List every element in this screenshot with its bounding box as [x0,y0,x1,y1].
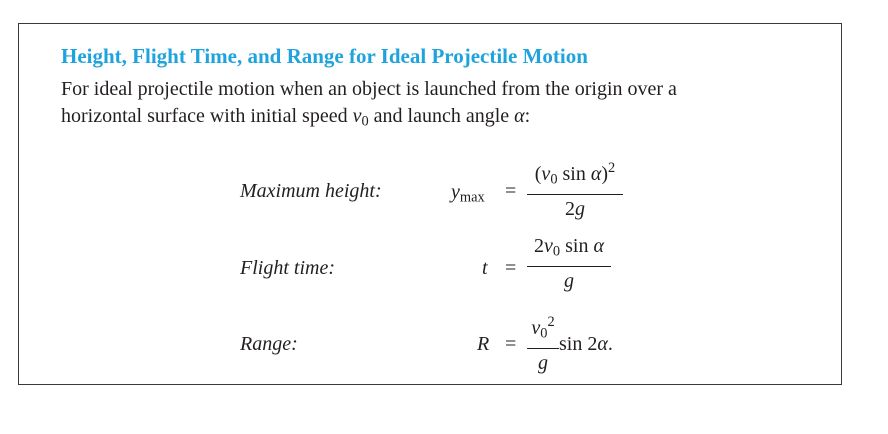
fraction-bar [527,266,611,267]
definition-box [18,23,842,385]
symbol-alpha: α [514,105,525,127]
sin-2-text: sin 2 [559,333,598,355]
var-alpha: α [590,162,602,185]
den-2: 2 [565,197,575,220]
equals-sign: = [505,333,517,355]
denominator [527,351,559,375]
symbol-v: v [352,105,362,127]
sub-0: 0 [550,171,558,188]
var-alpha: α [593,235,604,257]
exponent-2: 2 [608,160,616,176]
sin-text: sin [557,162,591,185]
sin-text: sin [560,235,594,257]
numerator [527,234,611,264]
numerator [527,310,559,346]
var-t: t [482,257,488,279]
sub-max: max [459,189,485,206]
var-v: v [541,162,551,185]
fraction-range [527,310,559,375]
lhs-y-max [451,181,485,207]
var-alpha: α [597,333,608,355]
symbol-v-subscript: 0 [361,113,369,130]
period: . [607,333,613,355]
paren-open: ( [534,162,542,185]
box-title: Height, Flight Time, and Range for Ideal Projectile Motion [61,44,588,68]
lhs-t [482,257,488,280]
equals-sign: = [505,257,517,279]
exponent-2: 2 [547,314,555,330]
intro-line-2-end: : [524,105,531,127]
fraction-bar [527,194,623,195]
lhs-R [477,333,489,356]
var-g: g [538,351,548,374]
intro-line-1: For ideal projectile motion when an object is launched from the origin over a [61,78,677,100]
label-maximum-height: Maximum height: [240,180,382,202]
paren-close: ) [601,162,609,185]
label-range: Range: [240,333,298,355]
var-v: v [531,316,541,339]
numerator [527,156,623,192]
intro-text [61,76,821,136]
var-R: R [477,333,490,355]
num-2: 2 [534,235,545,257]
var-y: y [451,181,460,203]
denominator [527,269,611,293]
fraction-bar [527,348,559,349]
intro-line-2-middle: and launch angle [368,105,515,127]
sub-0: 0 [540,325,548,342]
range-trailing-term [559,333,613,356]
label-flight-time: Flight time: [240,257,335,279]
var-g: g [575,197,585,220]
var-g: g [564,269,574,292]
fraction-max-height [527,156,623,221]
sub-0: 0 [552,243,561,260]
denominator [527,197,623,221]
fraction-flight-time [527,234,611,293]
intro-line-2-start: horizontal surface with initial speed [61,105,353,127]
var-v: v [544,235,553,257]
equals-sign: = [505,180,517,202]
